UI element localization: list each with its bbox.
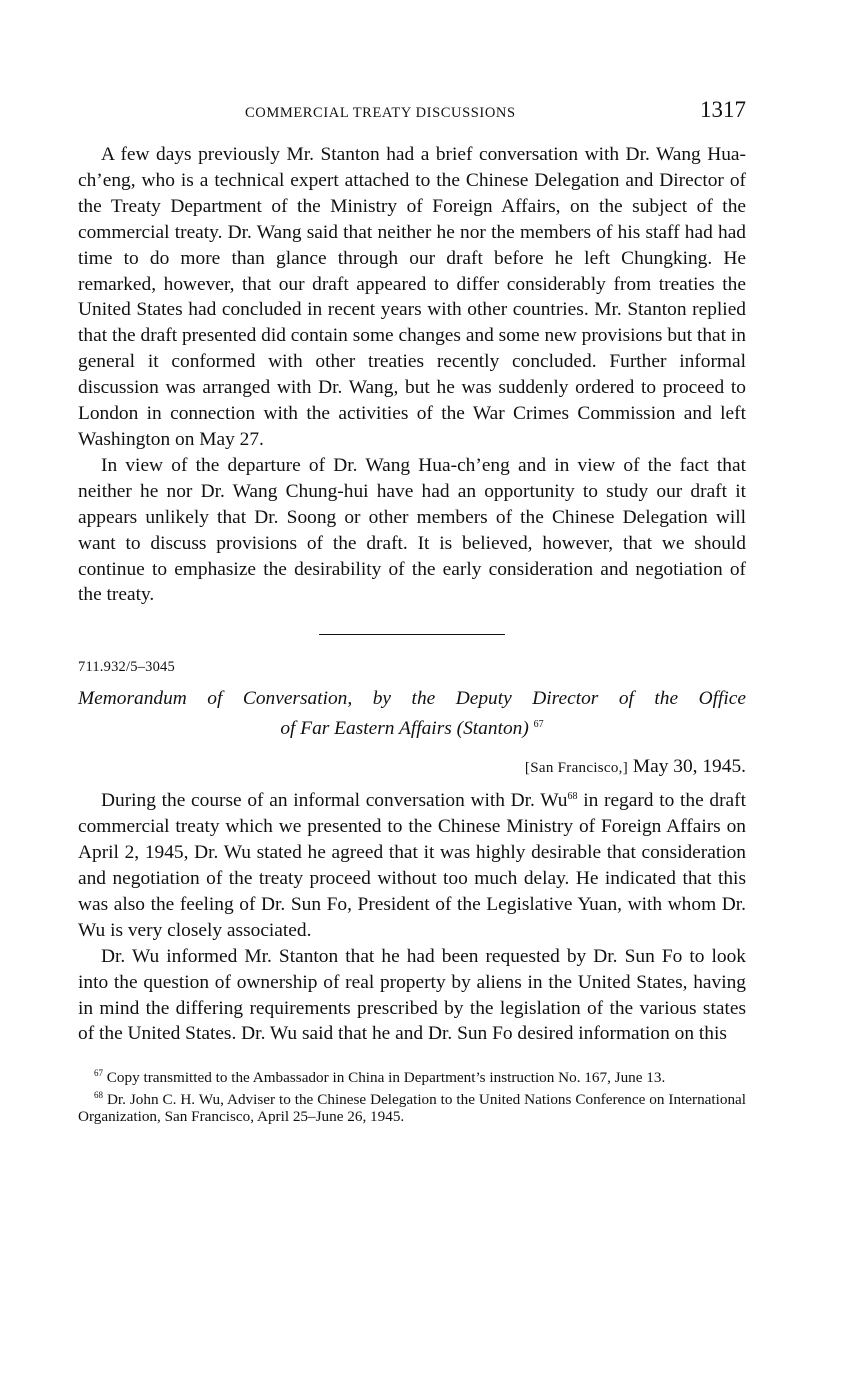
- dateline-place: [San Francisco,]: [524, 760, 629, 777]
- footnotes: [78, 1065, 746, 1125]
- footnote-68: [78, 1087, 746, 1125]
- footnote-67-text: Copy transmitted to the Ambassador in China in Department’s instruction No. 167, June 13.: [106, 1069, 666, 1087]
- page: [78, 95, 746, 1126]
- dateline: [78, 754, 746, 781]
- dateline-date: May 30, 1945.: [628, 756, 746, 778]
- page-number: 1317: [700, 97, 746, 122]
- section-divider: [319, 634, 505, 635]
- document-title-line-2-text: of Far Eastern Affairs (Stanton): [280, 718, 529, 740]
- footnote-68-text: Dr. John C. H. Wu, Adviser to the Chinese Delegation to the United Nations Conference on International Organization, San Francisco, April 25–June 26, 1945.: [78, 1091, 746, 1126]
- running-head: [78, 95, 746, 129]
- footnote-ref-68: 68: [567, 791, 578, 803]
- paragraph-real-property-question: Dr. Wu informed Mr. Stanton that he had been requested by Dr. Sun Fo to look into the question of ownership of real property by aliens in the United States, having in mind the differing requirements prescribed by the legislation of the various states of the United States. Dr. Wu said that he and Dr. Sun Fo desired information on this: [78, 945, 746, 1045]
- footnote-67-mark: 67: [94, 1068, 103, 1079]
- footnote-ref-67: 67: [533, 719, 544, 731]
- paragraph-stanton-wang-conversation: A few days previously Mr. Stanton had a brief conversation with Dr. Wang Hua-ch’eng, who is a technical expert attached to the Chinese Delegation and Director of the Treaty Department of the Ministry of Foreign Affairs, on the subject of the commercial treaty. Dr. Wang said that neither he nor the members of his staff had had time to do more than glance through our draft before he left Chungking. He remarked, however, that our draft appeared to differ considerably from treaties the United States had concluded in recent years with other countries. Mr. Stanton replied that the draft presented did contain some changes and some new provisions but that in general it conformed with other treaties recently concluded. Further informal discussion was arranged with Dr. Wang, but he was suddenly ordered to proceed to London in connection with the activities of the War Crimes Commission and left Washington on May 27.: [78, 144, 746, 450]
- running-head-title: COMMERCIAL TREATY DISCUSSIONS: [245, 105, 516, 121]
- paragraph-wu-conversation-start: During the course of an informal conversation with Dr. Wu: [101, 790, 568, 812]
- document-title-line-1: Memorandum of Conversation, by the Deputy Director of the Office: [78, 688, 746, 710]
- paragraph-departure-of-wang: In view of the departure of Dr. Wang Hua-ch’eng and in view of the fact that neither he nor Dr. Wang Chung-hui have had an opportunity to study our draft it appears unlikely that Dr. Soong or other members of the Chinese Delegation will want to discuss provisions of the draft. It is believed, however, that we should continue to emphasize the desirability of the early consideration and negotiation of the treaty.: [78, 454, 746, 606]
- paragraph-wu-conversation: [78, 784, 746, 943]
- paragraph-wu-conversation-rest: in regard to the draft commercial treaty which we presented to the Chinese Ministry of Foreign Affairs on April 2, 1945, Dr. Wu stated he agreed that it was highly desirable that consideration and negotiation of the treaty proceed without too much delay. He indicated that this was also the feeling of Dr. Sun Fo, President of the Legislative Yuan, with whom Dr. Wu is very closely associated.: [78, 790, 746, 941]
- document-title-line-2: [78, 712, 746, 742]
- footnote-67: [78, 1065, 746, 1086]
- footnote-68-mark: 68: [94, 1090, 103, 1101]
- file-number: 711.932/5–3045: [78, 659, 175, 676]
- document-title: [78, 686, 746, 742]
